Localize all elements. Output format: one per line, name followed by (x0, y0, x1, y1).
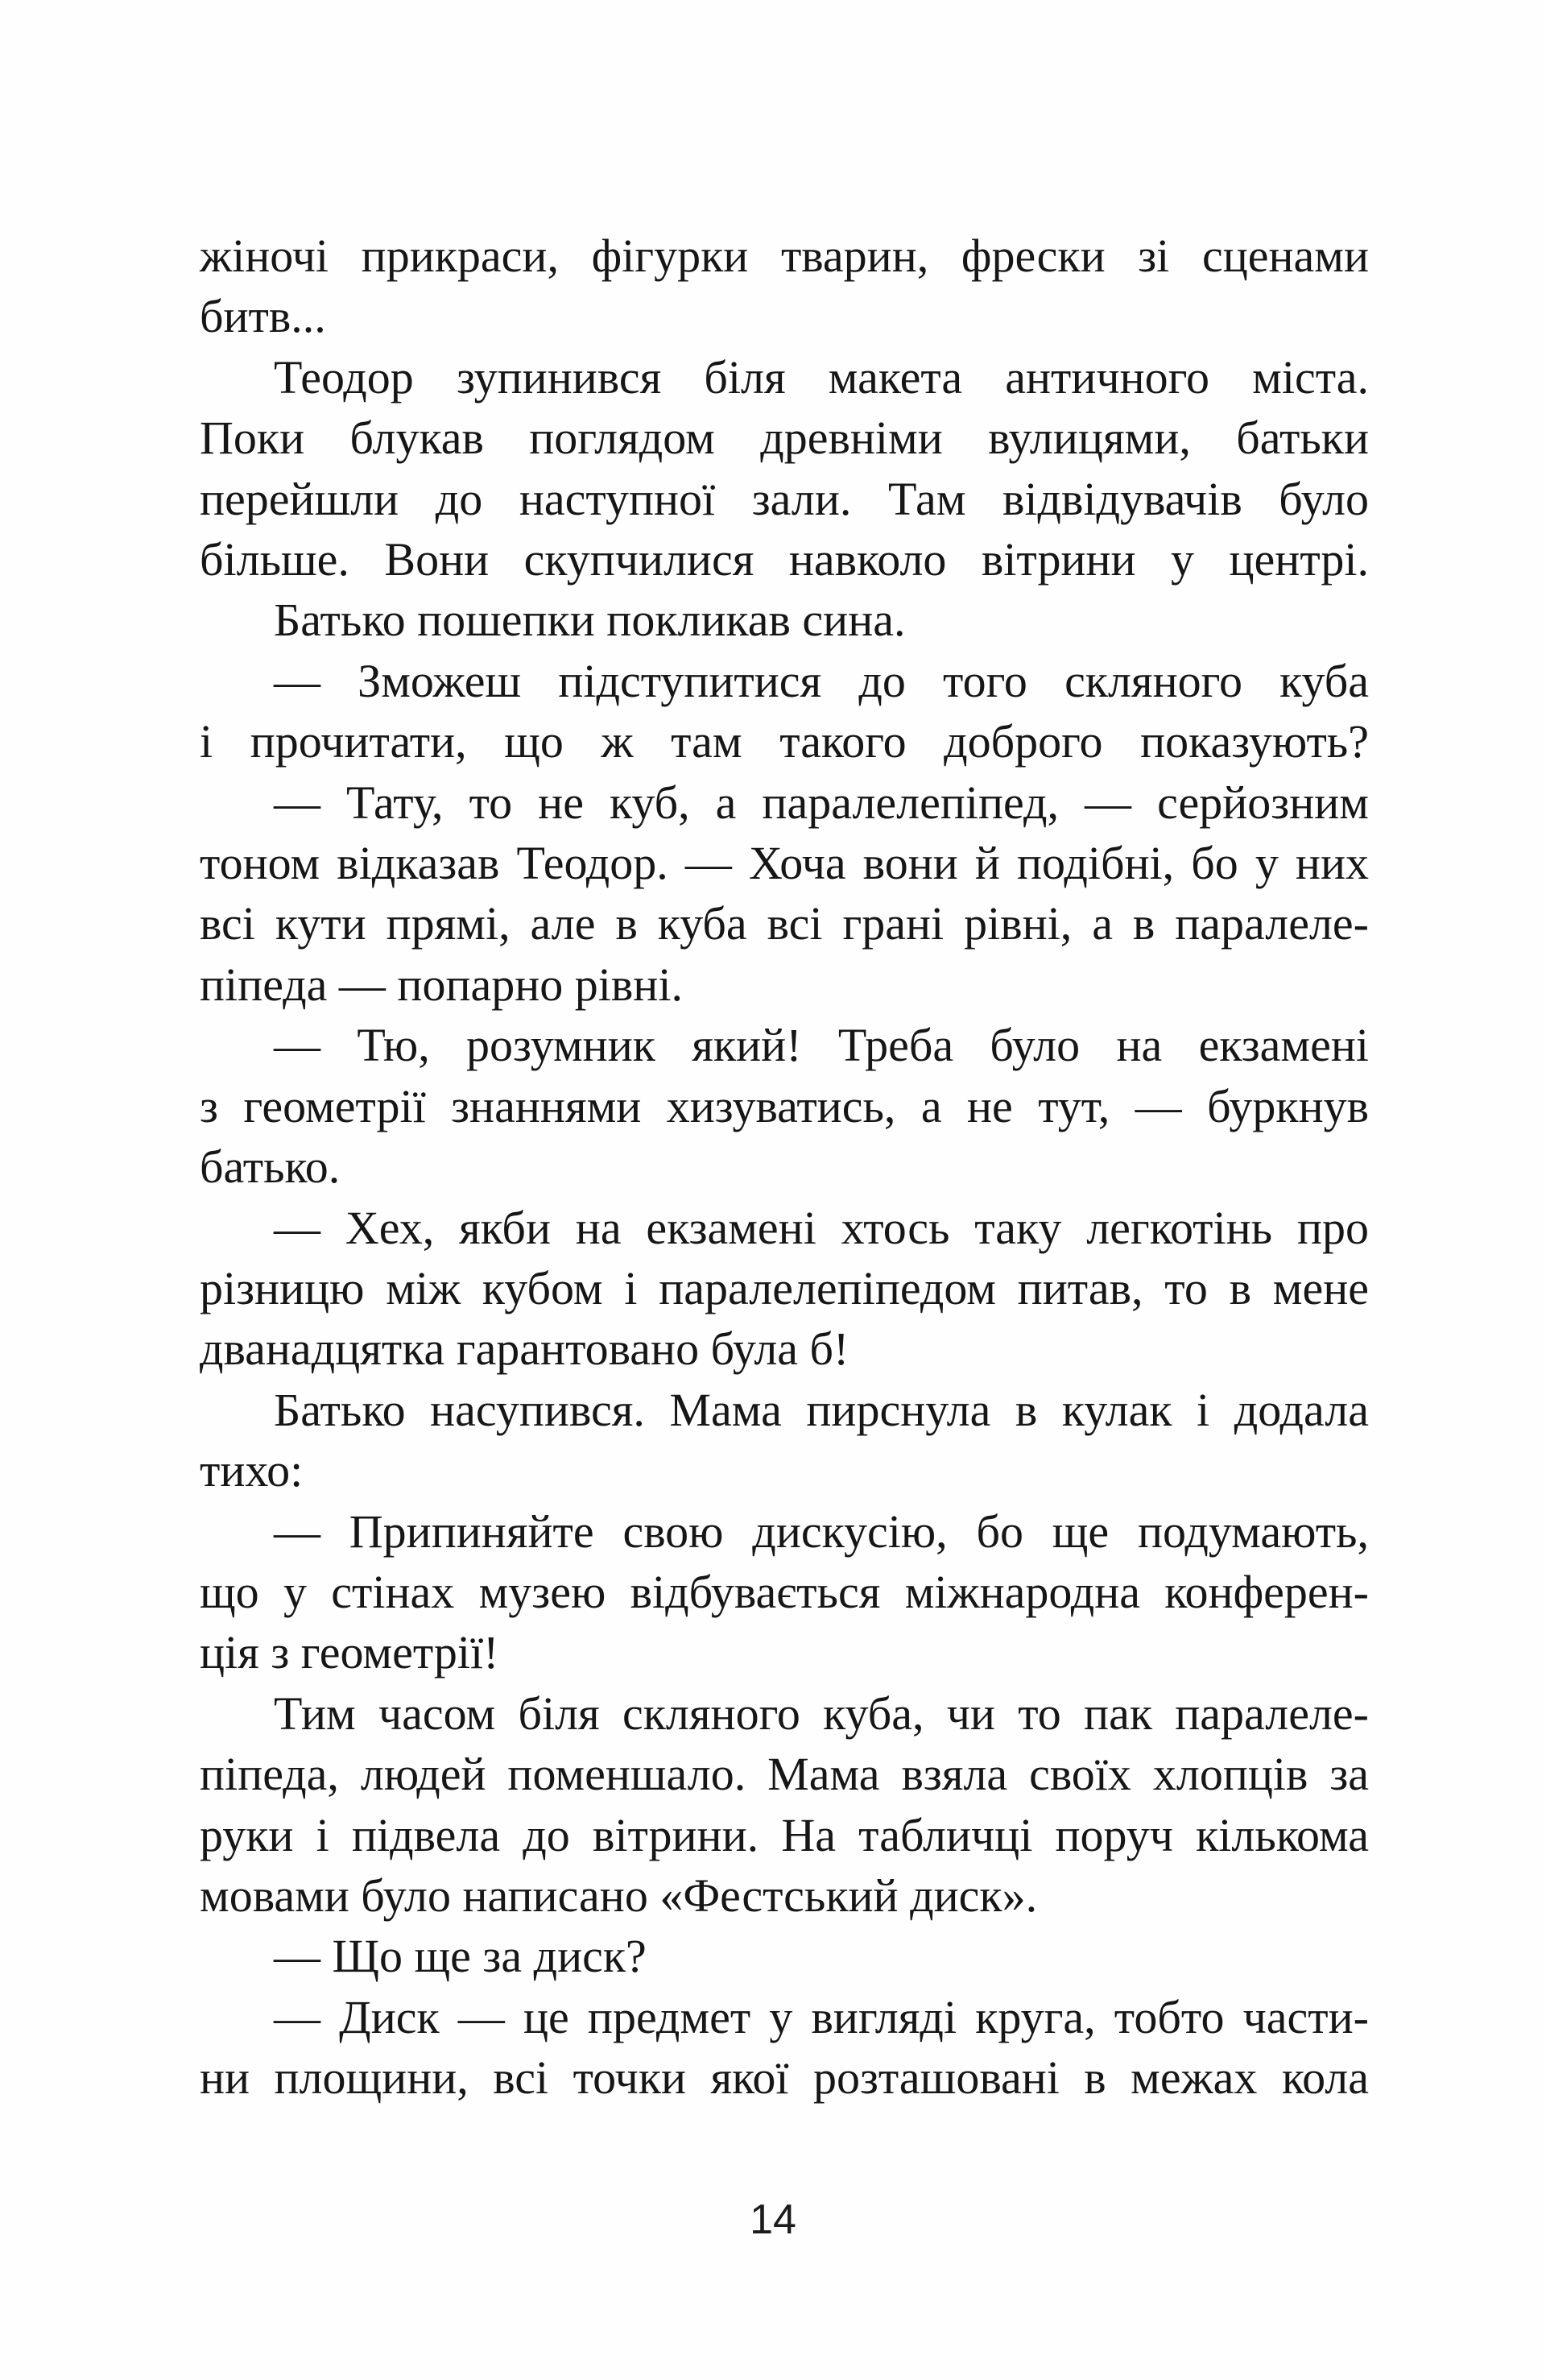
text-line: різницю між кубом і паралелепіпедом питав, то в мене (200, 1261, 1369, 1314)
text-line: ни площини, всі точки якої розташовані в межах кола (200, 2051, 1369, 2105)
text-line: Батько пошепки покликав сина. (274, 594, 906, 647)
text-line: і прочитати, що ж там такого доброго показують? (200, 715, 1369, 768)
text-line: тихо: (200, 1444, 304, 1497)
text-line: що у стінах музею відбувається міжнародна конферен- (200, 1565, 1369, 1618)
text-line: ція з геометрії! (200, 1626, 499, 1679)
text-line: більше. Вони скупчилися навколо вітрини у центрі. (200, 533, 1369, 586)
page-number: 14 (750, 2196, 796, 2243)
text-line: піпеда — попарно рівні. (200, 958, 683, 1011)
text-line: Поки блукав поглядом древніми вулицями, батьки (200, 412, 1369, 465)
text-line: Теодор зупинився біля макета античного міста. (274, 350, 1369, 404)
page-text (200, 226, 1369, 2109)
text-line: з геометрії знаннями хизуватись, а не тут, — буркнув (200, 1079, 1369, 1132)
text-line: — Диск — це предмет у вигляді круга, тобто части- (274, 1990, 1369, 2043)
text-line: жіночі прикраси, фігурки тварин, фрески зі сценами (200, 230, 1369, 282)
text-line: — Що ще за диск? (274, 1930, 647, 1983)
text-line: всі кути прямі, але в куба всі грані рівні, а в паралеле- (200, 897, 1369, 950)
text-line: дванадцятка гарантовано була б! (200, 1322, 849, 1376)
text-line: — Зможеш підступитися до того скляного куба (274, 654, 1369, 707)
text-line: Батько насупився. Мама пирснула в кулак і додала (274, 1383, 1369, 1436)
text-line: — Припиняйте свою дискусію, бо ще подумають, (274, 1505, 1369, 1558)
text-line: батько. (200, 1140, 341, 1194)
text-line: тоном відказав Теодор. — Хоча вони й подібні, бо у них (200, 837, 1369, 890)
text-line: — Тату, то не куб, а паралелепіпед, — серйозним (274, 776, 1369, 829)
text-line: руки і підвела до вітрини. На табличці поруч кількома (200, 1808, 1369, 1861)
text-line: — Хех, якби на екзамені хтось таку легкотінь про (274, 1201, 1369, 1254)
text-line: битв... (200, 290, 326, 343)
text-line: піпеда, людей поменшало. Мама взяла своїх хлопців за (200, 1748, 1369, 1801)
text-line: мовами було написано «Фестський диск». (200, 1869, 1038, 1922)
text-line: — Тю, розумник який! Треба було на екзамені (274, 1019, 1369, 1072)
text-line: Тим часом біля скляного куба, чи то пак паралеле- (274, 1687, 1369, 1740)
text-line: перейшли до наступної зали. Там відвідувачів було (200, 472, 1369, 525)
